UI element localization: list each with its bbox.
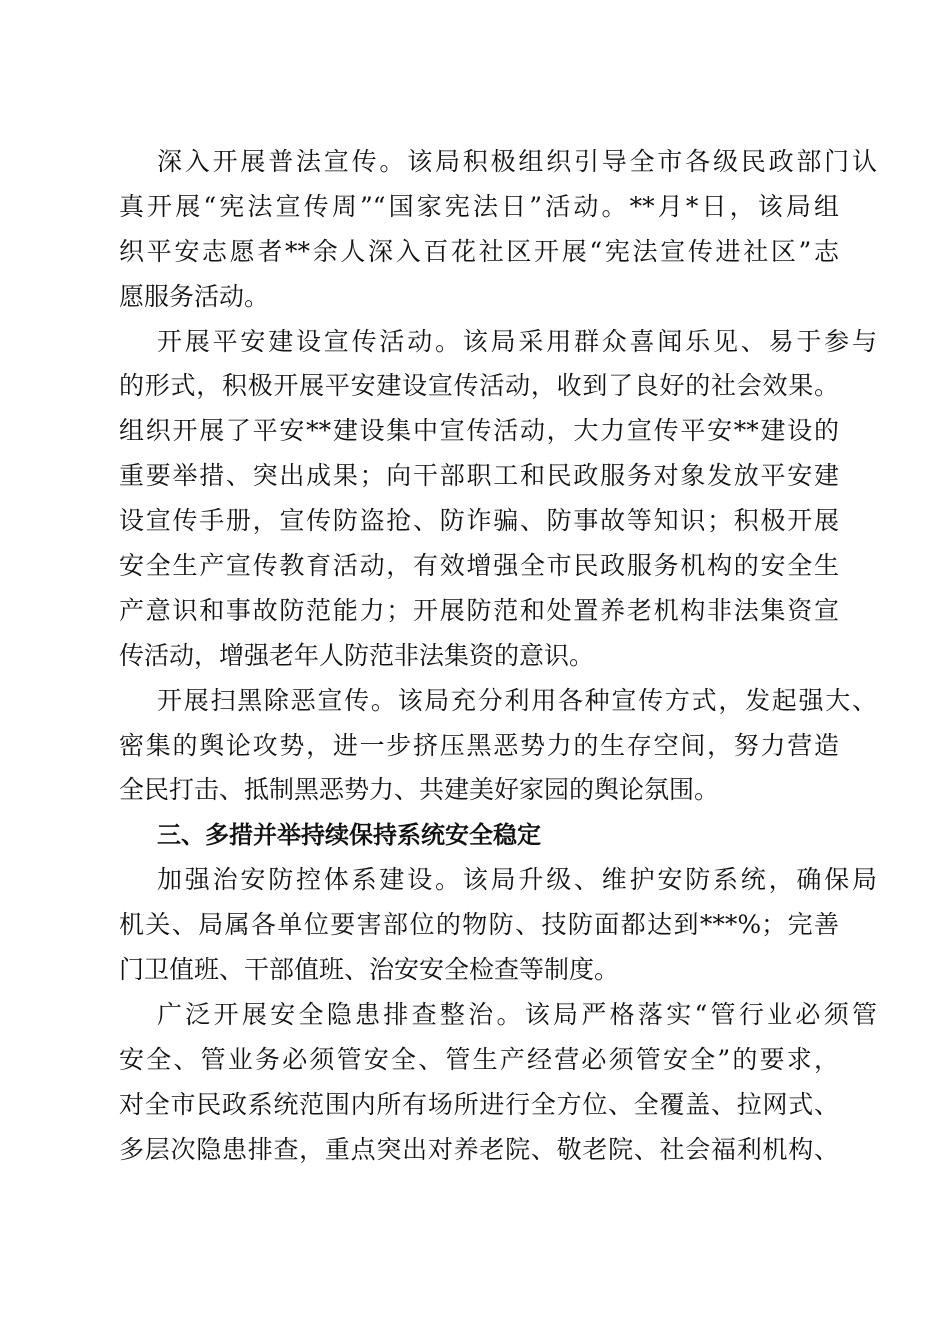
- text-line: 安全、管业务必须管安全、管生产经营必须管安全”的要求，: [119, 1044, 839, 1074]
- paragraph-hazard-inspection: [119, 993, 877, 1173]
- text-line: 广泛开展安全隐患排查整治。该局严格落实“管行业必须管: [157, 999, 877, 1029]
- text-line: 安全生产宣传教育活动，有效增强全市民政服务机构的安全生: [119, 551, 839, 581]
- text-line: 的形式，积极开展平安建设宣传活动，收到了良好的社会效果。: [119, 371, 839, 401]
- text-line: 全民打击、抵制黑恶势力、共建美好家园的舆论氛围。: [119, 775, 720, 805]
- paragraph-safety-construction: [119, 320, 877, 679]
- text-line: 组织开展了平安**建设集中宣传活动，大力宣传平安**建设的: [119, 416, 839, 446]
- text-line: 门卫值班、干部值班、治安安全检查等制度。: [119, 955, 620, 985]
- text-line: 传活动，增强老年人防范非法集资的意识。: [119, 640, 595, 670]
- section-heading: 三、多措并举持续保持系统安全稳定: [157, 821, 541, 850]
- text-line: 对全市民政系统范围内所有场所进行全方位、全覆盖、拉网式、: [119, 1089, 839, 1119]
- text-line: 设宣传手册，宣传防盗抢、防诈骗、防事故等知识；积极开展: [119, 506, 839, 536]
- text-line: 机关、局属各单位要害部位的物防、技防面都达到***%；完善: [119, 910, 839, 940]
- paragraph-security-system: [119, 858, 877, 993]
- text-line: 加强治安防控体系建设。该局升级、维护安防系统，确保局: [157, 865, 877, 895]
- text-line: 愿服务活动。: [119, 281, 270, 311]
- text-line: 密集的舆论攻势，进一步挤压黑恶势力的生存空间，努力营造: [119, 730, 839, 760]
- text-line: 开展平安建设宣传活动。该局采用群众喜闻乐见、易于参与: [157, 326, 877, 356]
- text-line: 织平安志愿者**余人深入百花社区开展“宪法宣传进社区”志: [119, 236, 839, 266]
- text-line: 产意识和事故防范能力；开展防范和处置养老机构非法集资宣: [119, 595, 839, 625]
- text-line: 真开展“宪法宣传周”“国家宪法日”活动。**月*日，该局组: [119, 191, 839, 221]
- text-line: 多层次隐患排查，重点突出对养老院、敬老院、社会福利机构、: [119, 1134, 839, 1164]
- text-line: 开展扫黑除恶宣传。该局充分利用各种宣传方式，发起强大、: [157, 685, 877, 715]
- text-line: 重要举措、突出成果；向干部职工和民政服务对象发放平安建: [119, 461, 839, 491]
- text-line: 深入开展普法宣传。该局积极组织引导全市各级民政部门认: [157, 147, 877, 176]
- paragraph-law-publicity: [119, 140, 877, 320]
- paragraph-anti-crime: [119, 679, 877, 814]
- document-body: [119, 140, 877, 1172]
